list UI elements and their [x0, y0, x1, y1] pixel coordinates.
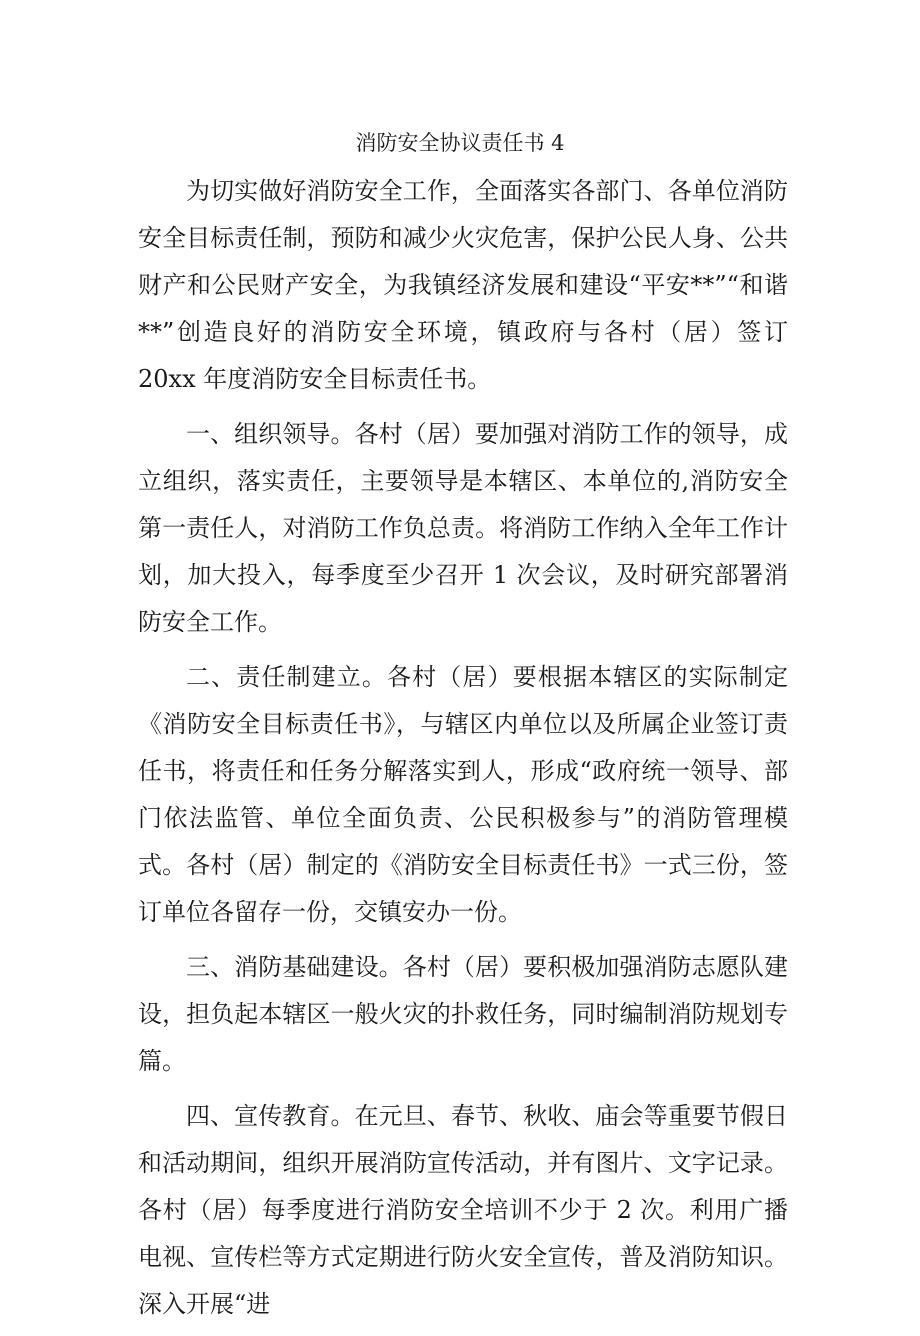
document-title: 消防安全协议责任书 4	[355, 131, 565, 155]
paragraph-fire-infrastructure: 三、消防基础建设。各村（居）要积极加强消防志愿队建设，担负起本辖区一般火灾的扑救任务，同时编制消防规划专篇。	[138, 953, 788, 1075]
paragraph-publicity-education: 四、宣传教育。在元旦、春节、秋收、庙会等重要节假日和活动期间，组织开展消防宣传活动，并有图片、文字记录。各村（居）每季度进行消防安全培训不少于 2 次。利用广播电视、宣传栏等方式定期进行防火安全宣传，普及消防知识。深入开展“进	[138, 1102, 788, 1318]
paragraph-responsibility-system: 二、责任制建立。各村（居）要根据本辖区的实际制定《消防安全目标责任书》，与辖区内单位以及所属企业签订责任书，将责任和任务分解落实到人，形成“政府统一领导、部门依法监管、单位全面负责、公民积极参与”的消防管理模式。各村（居）制定的《消防安全目标责任书》一式三份，签订单位各留存一份，交镇安办一份。	[138, 663, 788, 926]
paragraph-intro: 为切实做好消防安全工作，全面落实各部门、各单位消防安全目标责任制，预防和减少火灾危害，保护公民人身、公共财产和公民财产安全，为我镇经济发展和建设“平安**”“和谐**”创造良好的消防安全环境，镇政府与各村（居）签订 20xx 年度消防安全目标责任书。	[138, 177, 788, 393]
paragraph-organization-leadership: 一、组织领导。各村（居）要加强对消防工作的领导，成立组织，落实责任，主要领导是本辖区、本单位的,消防安全第一责任人，对消防工作负总责。将消防工作纳入全年工作计划，加大投入，每季度至少召开 1 次会议，及时研究部署消防安全工作。	[138, 420, 788, 636]
document-body	[138, 168, 788, 1336]
